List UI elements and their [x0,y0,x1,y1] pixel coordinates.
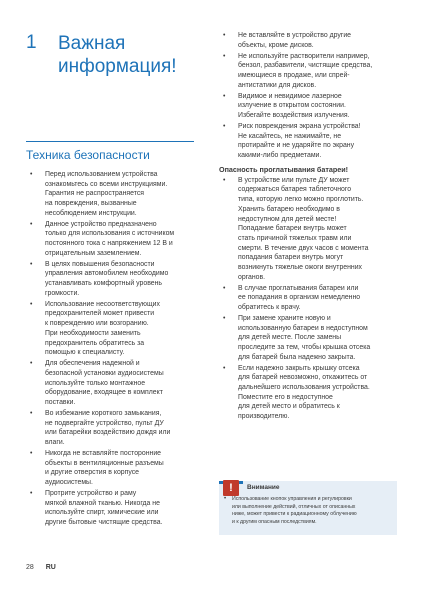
list-item [26,409,196,448]
list-item-line: Попадание батареи внутрь может [238,225,347,233]
bullet-icon: • [224,496,227,502]
list-item-line: для батарей была надежно закрыта. [238,353,356,361]
list-item-line: антистатики для дисков. [238,81,317,89]
list-item [219,176,397,283]
list-item-line: Видимое и невидимое лазерное [238,92,342,100]
list-item-line: производителю. [238,413,290,421]
list-item-line: громкости. [45,289,80,297]
list-item-line: поставки. [45,398,76,406]
left-column [26,170,196,529]
list-item-line: использованную батареи в недоступном [238,324,368,332]
list-item-line: протирайте и не ударяйте по экрану [238,142,355,150]
list-item-line: для детей место и обратитесь к [238,403,340,411]
list-item-line: дальнейшего использования устройства. [238,384,370,392]
list-item-line: объекты, кроме дисков. [238,41,314,49]
list-item-line: содержаться батарея таблеточного [238,186,352,194]
list-item-line: имеющиеся в продаже, или спрей- [238,72,350,79]
caution-note [219,481,397,535]
section-divider [26,141,194,142]
list-item-line: аудиосистемы. [45,478,93,486]
list-item-line: и другие отверстия в корпусе [45,469,139,477]
list-item [219,31,397,50]
note-line: Использование кнопок управления и регулировки [232,496,352,502]
list-item-line: предохранителей может привести [45,310,155,318]
note-title: Внимание [247,484,280,491]
list-item-line: Использование несоответствующих [45,300,160,308]
bullet-icon: • [30,171,33,178]
bullet-icon: • [30,260,33,268]
list-item-line: В случае проглатывания батареи или [238,284,359,292]
list-item [219,284,397,313]
bullet-icon: • [30,489,33,497]
bullet-icon: • [30,409,33,417]
note-text [232,496,357,526]
list-item-line: безопасной установки аудиосистемы [45,369,164,377]
list-item [219,364,397,422]
list-item-line: Избегайте воздействия излучения. [238,112,350,119]
bullet-icon: • [30,449,33,457]
list-item-line: Не используйте растворители например, [238,52,370,60]
battery-warning-heading: Опасность проглатывания батареи! [219,164,349,174]
list-item-line: проследите за тем, чтобы крышка отсека [238,344,371,352]
list-item-line: Для обеспечения надежной и [45,360,140,368]
right-column [219,31,397,423]
list-item-line: попадания батареи внутрь могут [238,254,344,262]
list-item-line: мягкой влажной тканью. Никогда не [45,499,160,507]
list-item [26,260,196,299]
list-item-line: помощью к специалисту. [45,349,125,357]
list-item-line: стать причиной тяжелых травм или [238,234,352,242]
list-item-line: другие бытовые чистящие средства. [45,518,163,526]
page-number: 28 [26,564,34,571]
list-item-line: Перед использованием устройства [45,171,158,178]
list-item-line: В устройстве или пульте ДУ может [238,176,350,184]
bullet-icon: • [223,32,226,39]
list-item-line: используйте спирт, химические или [45,509,159,517]
warning-icon: ! [223,480,239,496]
bullet-icon: • [223,364,226,372]
list-item-line: для детей месте. После замены [238,334,342,342]
list-item-line: органов. [238,273,266,281]
bullet-icon: • [223,284,226,292]
list-item-line: Хранить батарею необходимо в [238,205,340,213]
list-item-line: не подвергайте устройство, пульт ДУ [45,419,164,427]
list-item-line: излучение в открытом состоянии. [238,102,346,110]
list-item-line: предохранитель обратитесь за [45,339,145,347]
list-item-line: обратитесь к врачу. [238,304,301,312]
bullet-icon: • [30,300,33,308]
list-item-line: к повреждению или возгоранию. [45,320,149,328]
list-item [26,170,196,219]
list-item [26,359,196,408]
list-item-line: При замене храните новую и [238,314,331,322]
page-footer [26,564,56,571]
list-item-line: отрицательным заземлением. [45,249,142,257]
chapter-number: 1 [26,32,37,53]
battery-warning-list [219,176,397,422]
list-item-line: только для использования с источником [45,230,175,238]
list-item [26,489,196,528]
list-item-line: ее попадания в организм немедленно [238,294,361,302]
list-item [26,449,196,488]
list-item [219,92,397,121]
section-title: Техника безопасности [26,148,150,162]
bullet-icon: • [223,52,226,60]
list-item-line: Не касайтесь, не нажимайте, не [238,132,342,140]
chapter-title [58,32,198,78]
list-item [219,314,397,363]
list-item [219,122,397,161]
language-code: RU [45,564,56,571]
list-item-line: устанавливать комфортный уровень [45,280,163,288]
list-item-line: Данное устройство предназначено [45,220,157,228]
list-item-line: В целях повышения безопасности [45,260,155,268]
list-item-line: Во избежание короткого замыкания, [45,409,162,417]
list-item-line: используйте только монтажное [45,379,146,387]
safety-list [26,170,196,528]
note-line: ниже, может привести к радиационному облучению [232,511,357,518]
list-item-line: типа, которую легко можно проглотить. [238,196,364,204]
list-item-line: смерти. В течение двух часов с момента [238,244,369,252]
list-item-line: Протрите устройство и раму [45,489,137,497]
list-item-line: Если надежно закрыть крышку отсека [238,364,360,372]
list-item-line: Риск повреждения экрана устройства! [238,122,361,130]
list-item [26,220,196,259]
list-item-line: для батарей невозможно, откажитесь от [238,374,368,382]
note-line: и к другим опасным последствиям. [232,518,317,525]
bullet-icon: • [223,92,226,100]
list-item-line: Не вставляйте в устройство другие [238,32,351,39]
list-item-line: постоянного тока с напряжением 12 В и [45,240,173,248]
list-item-line: Гарантия не распространяется [45,190,145,198]
list-item-line: При необходимости заменить [45,329,141,337]
list-item-line: несоблюдением инструкции. [45,209,137,217]
list-item-line: оборудование, входящее в комплект [45,389,163,397]
safety-list-continued [219,31,397,161]
list-item-line: управления автомобилем необходимо [45,270,169,278]
list-item-line: ознакомьтесь со всеми инструкциями. [45,180,168,188]
list-item-line: какими-либо предметами. [238,152,322,159]
chapter-title-line: информация! [58,56,177,77]
note-line: или выполнение действий, отличных от описанных [232,503,356,510]
chapter-title-line: Важная [58,33,126,54]
list-item-line: или батарейки воздействию дождя или [45,429,171,437]
bullet-icon: • [223,122,226,130]
list-item-line: Поместите его в недоступное [238,393,333,401]
bullet-icon: • [30,220,33,228]
list-item-line: возникнуть тяжелые ожоги внутренних [238,264,363,272]
list-item-line: недоступном для детей месте! [238,215,337,223]
list-item-line: Никогда не вставляйте посторонние [45,449,162,457]
bullet-icon: • [30,360,33,368]
list-item-line: на повреждения, вызванные [45,200,137,208]
list-item-line: влаги. [45,438,65,446]
list-item-line: объекты в вентиляционные разъемы [45,459,164,467]
bullet-icon: • [223,176,226,184]
list-item-line: бензол, разбавители, чистящие средства, [238,62,373,70]
list-item [219,52,397,91]
list-item [26,300,196,358]
bullet-icon: • [223,314,226,322]
